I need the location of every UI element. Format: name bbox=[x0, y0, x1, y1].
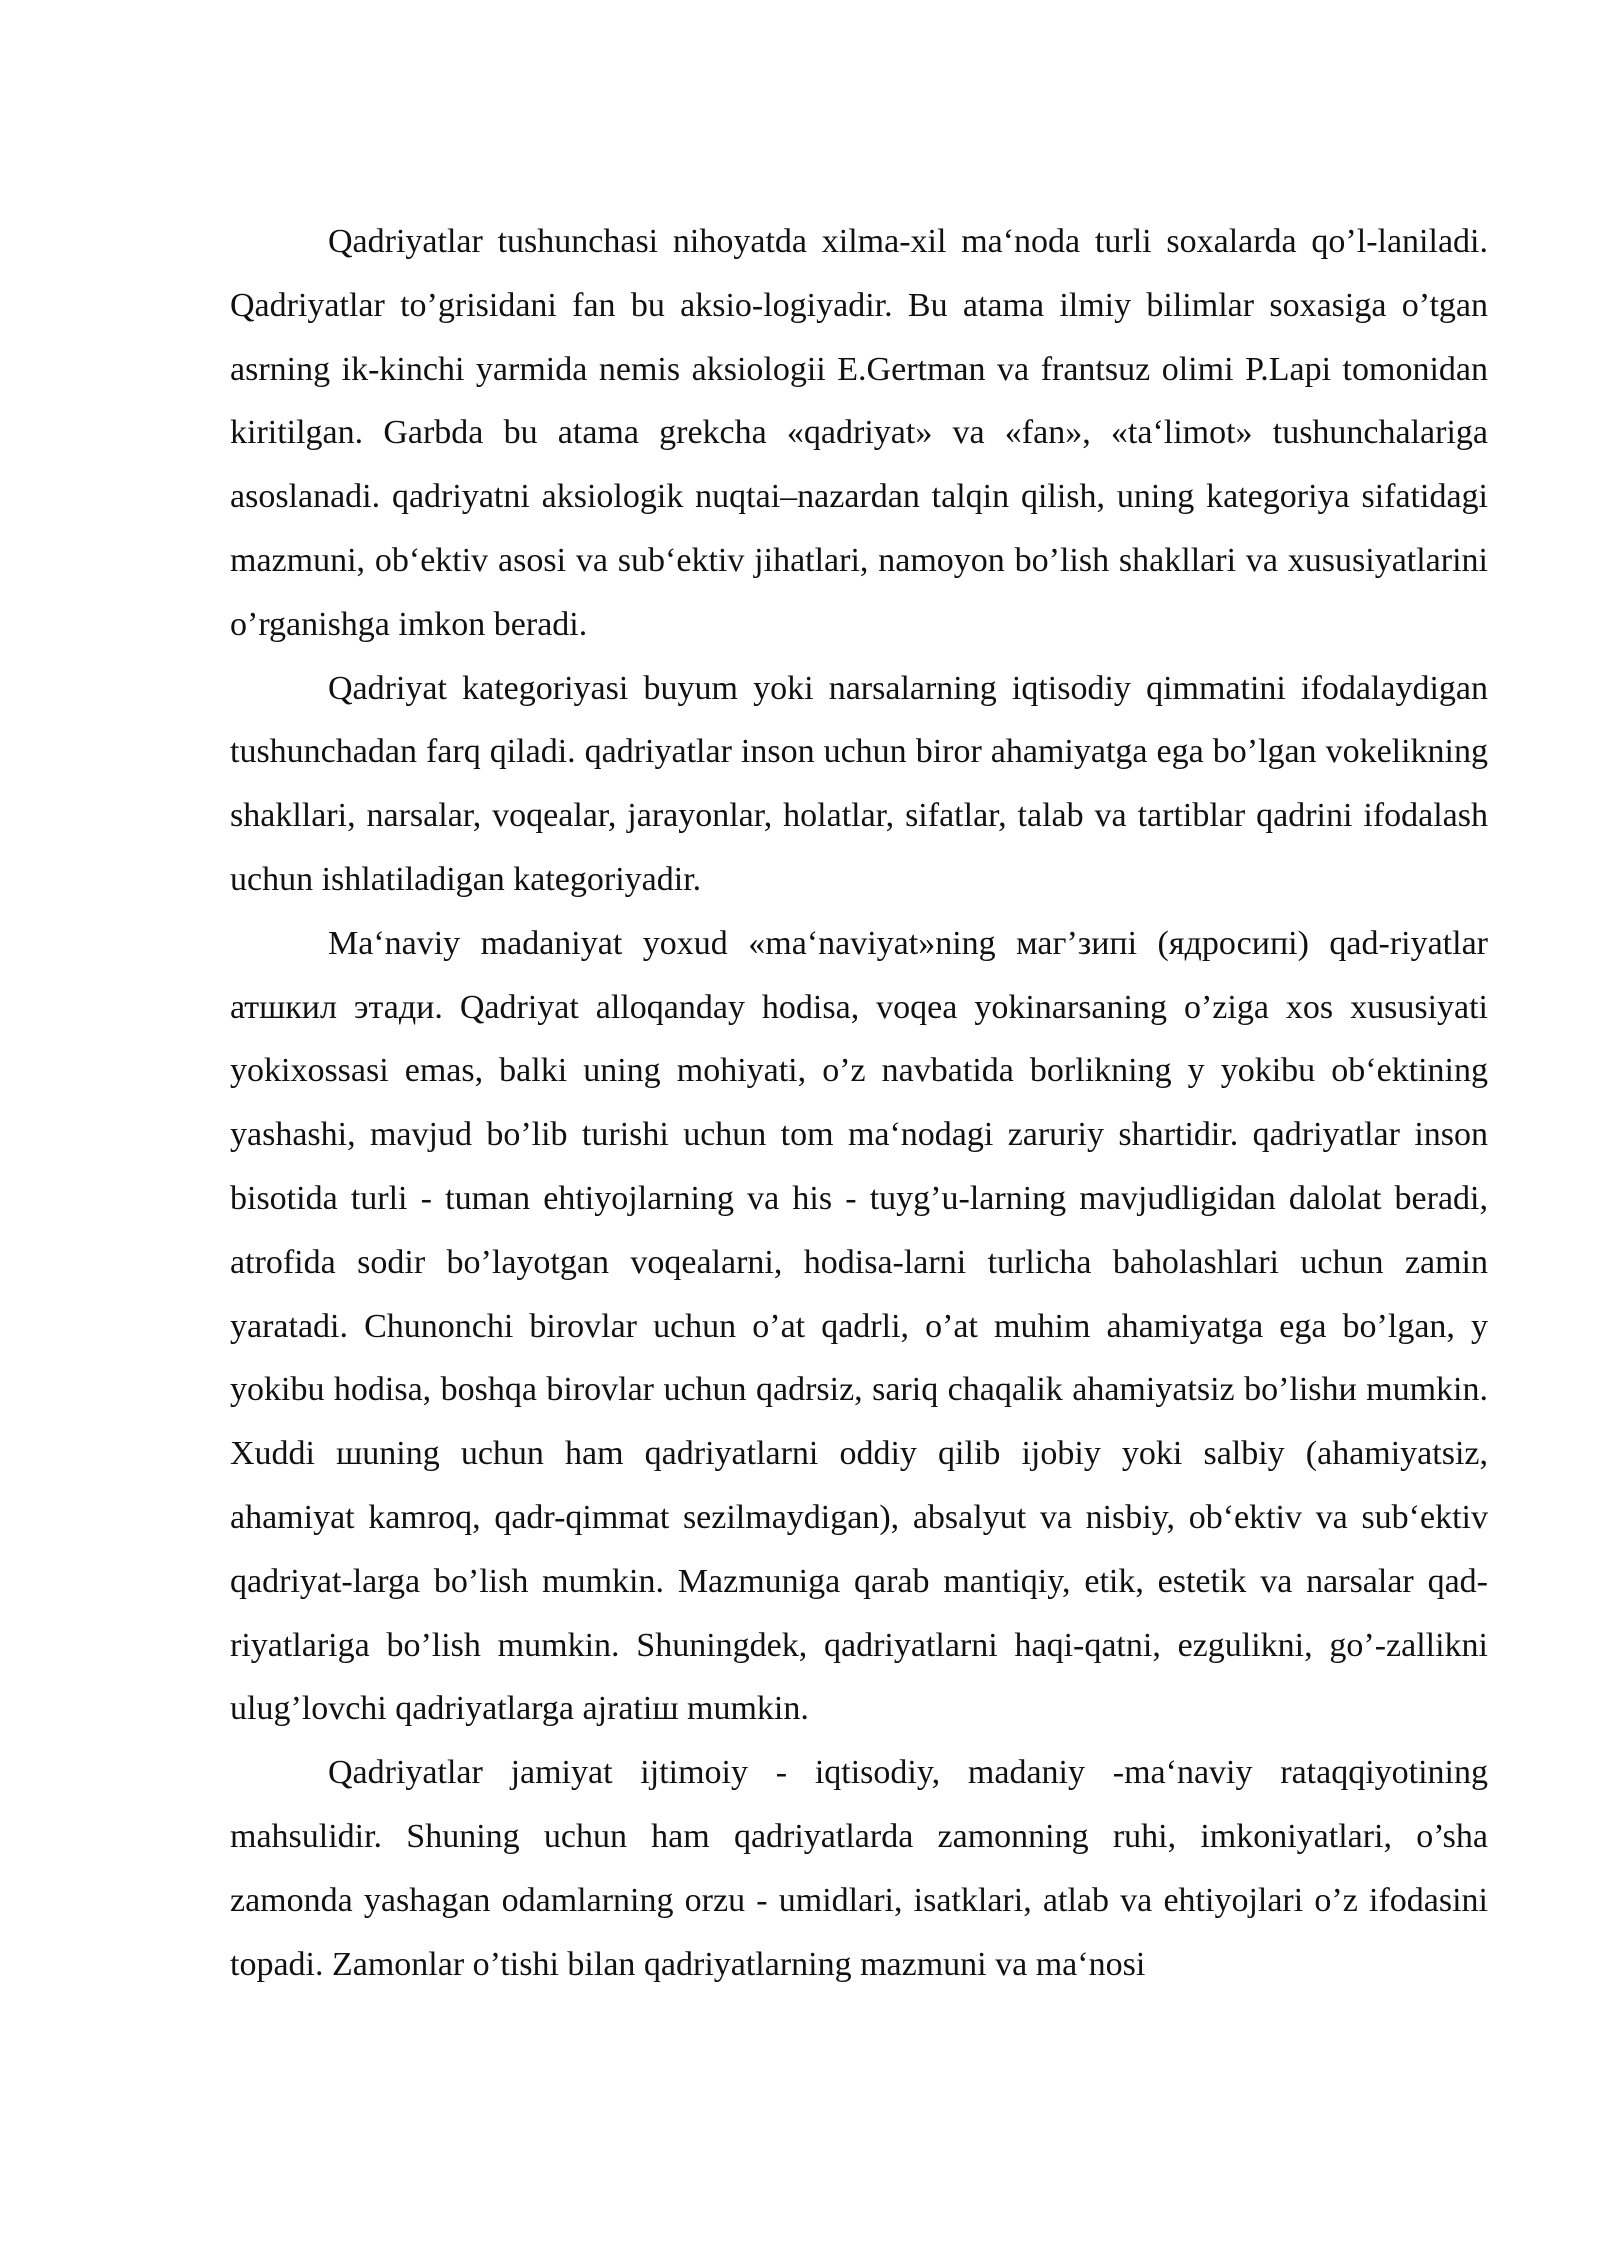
paragraph-4: Qadriyatlar jamiyat ijtimoiy - iqtisodiy, madaniy -ma‘naviy rataqqiyotining mahsulidir. Shuning uchun ham qadriyatlarda zamonning ruhi, imkoniyatlari, o’sha zamonda yashagan odamlarning orzu - umidlari, isatklari, atlab va ehtiyojlari o’z ifodasini topadi. Zamonlar o’tishi bilan qadriyatlarning mazmuni va ma‘nosi bbox=[230, 1754, 1488, 1983]
document-body bbox=[230, 210, 1488, 1996]
paragraph-3: Ma‘naviy madaniyat yoxud «ma‘naviyat»ning маг’зипі (ядросипі) qad-riyatlar атшкил этади. Qadriyat alloqanday hodisa, voqea yokinarsaning o’ziga xos xususiyati yokixossasi emas, balki uning mohiyati, o’z navbatida borlikning y yokibu ob‘ektining yashashi, mavjud bo’lib turishi uchun tom ma‘nodagi zaruriy shartidir. qadriyatlar inson bisotida turli - tuman ehtiyojlarning va his - tuyg’u-larning mavjudligidan dalolat beradi, atrofida sodir bo’layotgan voqealarni, hodisa-larni turlicha baholashlari uchun zamin yaratadi. Chunonchi birovlar uchun o’at qadrli, o’at muhim ahamiyatga ega bo’lgan, y yokibu hodisa, boshqa birovlar uchun qadrsiz, sariq chaqalik ahamiyatsiz bo’lishи mumkin. Xuddi шuning uchun ham qadriyatlarni oddiy qilib ijobiy yoki salbiy (ahamiyatsiz, ahamiyat kamroq, qadr-qimmat sezilmaydigan), absalyut va nisbiy, ob‘ektiv va sub‘ektiv qadriyat-larga bo’lish mumkin. Mazmuniga qarab mantiqiy, etik, estetik va narsalar qad-riyatlariga bo’lish mumkin. Shuningdek, qadriyatlarni haqi-qatni, ezgulikni, go’-zallikni ulug’lovchi qadriyatlarga ajratiш mumkin. bbox=[230, 924, 1488, 1728]
paragraph-2: Qadriyat kategoriyasi buyum yoki narsalarning iqtisodiy qimmatini ifodalaydigan tushunchadan farq qiladi. qadriyatlar inson uchun biror ahamiyatga ega bo’lgan vokelikning shakllari, narsalar, voqealar, jarayonlar, holatlar, sifatlar, talab va tartiblar qadrini ifodalash uchun ishlatiladigan kategoriyadir. bbox=[230, 669, 1488, 898]
paragraph-1: Qadriyatlar tushunchasi nihoyatda xilma-xil ma‘noda turli soxalarda qo’l-laniladi. Qadriyatlar to’grisidani fan bu aksio-logiyadir. Bu atama ilmiy bilimlar soxasiga o’tgan asrning ik-kinchi yarmida nemis aksiologii E.Gertman va frantsuz olimi P.Lapi tomonidan kiritilgan. Garbda bu atama grekcha «qadriyat» va «fan», «ta‘limot» tushunchalariga asoslanadi. qadriyatni aksiologik nuqtai–nazardan talqin qilish, uning kategoriya sifatidagi mazmuni, ob‘ektiv asosi va sub‘ektiv jihatlari, namoyon bo’lish shakllari va xususiyatlarini o’rganishga imkon beradi. bbox=[230, 223, 1488, 643]
